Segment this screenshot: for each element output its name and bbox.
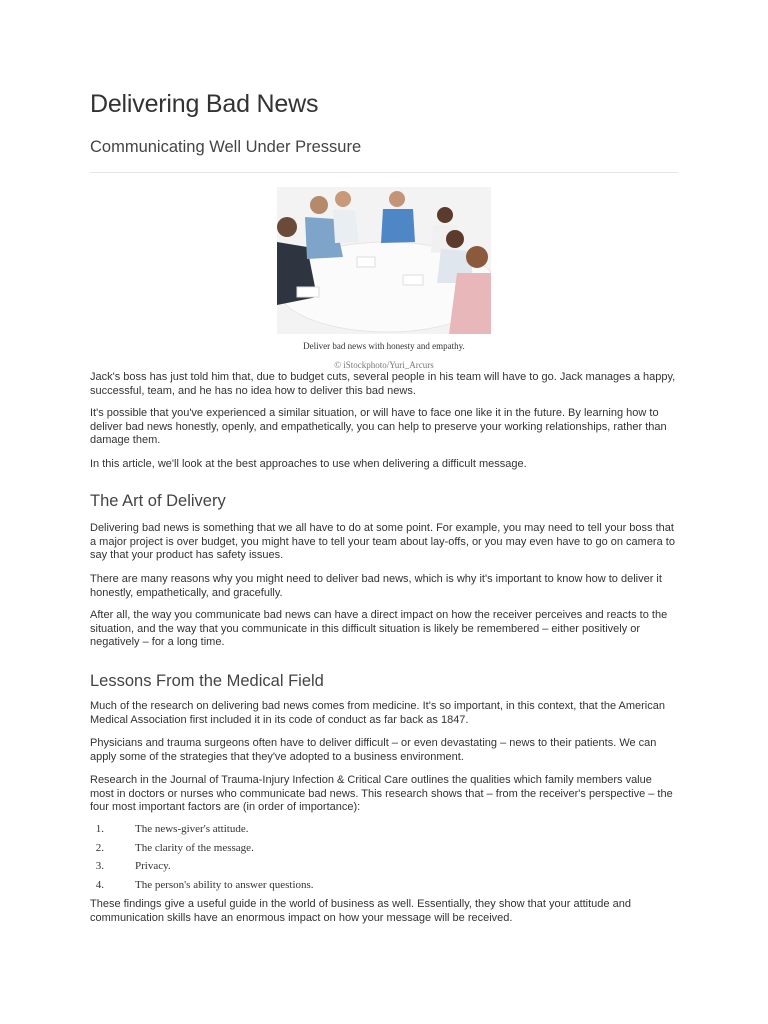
section1-paragraph-1: Delivering bad news is something that we all have to do at some point. For example, you may need to tell your boss that a major project is over budget, you might have to tell your team about lay-offs, or you may even have to go on camera to say that your product has safety issues. xyxy=(90,522,675,561)
intro-paragraph-3: In this article, we'll look at the best approaches to use when delivering a difficult message. xyxy=(90,458,527,470)
image-credit: © iStockphoto/Yuri_Arcurs xyxy=(334,360,434,370)
section2-paragraph-1: Much of the research on delivering bad news comes from medicine. It's so important, in this context, that the American Medical Association first included it in its code of conduct as far back as 1847. xyxy=(90,700,665,726)
title-divider xyxy=(90,172,678,173)
list-item xyxy=(90,860,678,879)
article-subtitle: Communicating Well Under Pressure xyxy=(90,138,362,156)
section2-paragraph-2: Physicians and trauma surgeons often have to deliver difficult – or even devastating – news to their patients. We can apply some of the strategies that they've adopted to a business environment. xyxy=(90,737,657,763)
list-item-text: The clarity of the message. xyxy=(135,841,254,854)
meeting-illustration xyxy=(277,187,491,334)
meeting-photo xyxy=(277,187,491,334)
section2-paragraph-3: Research in the Journal of Trauma-Injury Infection & Critical Care outlines the qualities which family members value most in doctors or nurses who communicate bad news. This research shows that – from the receiver's perspective – the four most important factors are (in order of importance): xyxy=(90,774,673,813)
list-item-text: The news-giver's attitude. xyxy=(135,823,249,835)
image-caption: Deliver bad news with honesty and empathy. xyxy=(303,341,465,351)
intro-paragraph-1: Jack's boss has just told him that, due to budget cuts, several people in his team will have to go. Jack manages a happy, successful, team, and he has no idea how to deliver this bad news. xyxy=(90,371,676,397)
article-title: Delivering Bad News xyxy=(90,90,319,118)
article-figure xyxy=(277,187,491,334)
list-item-text: Privacy. xyxy=(135,860,171,872)
list-item-number: 3. xyxy=(95,860,104,872)
intro-paragraph-2: It's possible that you've experienced a similar situation, or will have to face one like it in the future. By learning how to deliver bad news honestly, openly, and empathetically, you can help to preserve your working relationships, rather than damage them. xyxy=(90,407,667,446)
list-item-text: The person's ability to answer questions. xyxy=(135,878,314,891)
section1-paragraph-2: There are many reasons why you might need to deliver bad news, which is why it's important to know how to deliver it honestly, empathetically, and gracefully. xyxy=(90,573,662,599)
section1-paragraph-3: After all, the way you communicate bad news can have a direct impact on how the receiver perceives and reacts to the situation, and the way that you communicate in this difficult situation is likely be remembered – either positively or negatively – for a long time. xyxy=(90,609,668,648)
section-heading-medical-field: Lessons From the Medical Field xyxy=(90,672,324,690)
list-item xyxy=(90,879,678,898)
list-item xyxy=(90,842,678,861)
importance-list xyxy=(90,823,678,897)
list-item xyxy=(90,823,678,842)
list-item-number: 2. xyxy=(95,841,104,854)
list-item-number: 4. xyxy=(95,878,104,891)
section-heading-art-of-delivery: The Art of Delivery xyxy=(90,492,226,510)
list-item-number: 1. xyxy=(95,823,104,835)
section2-closing-paragraph: These findings give a useful guide in the world of business as well. Essentially, they show that your attitude and communication skills have an enormous impact on how your message will be received. xyxy=(90,898,631,924)
